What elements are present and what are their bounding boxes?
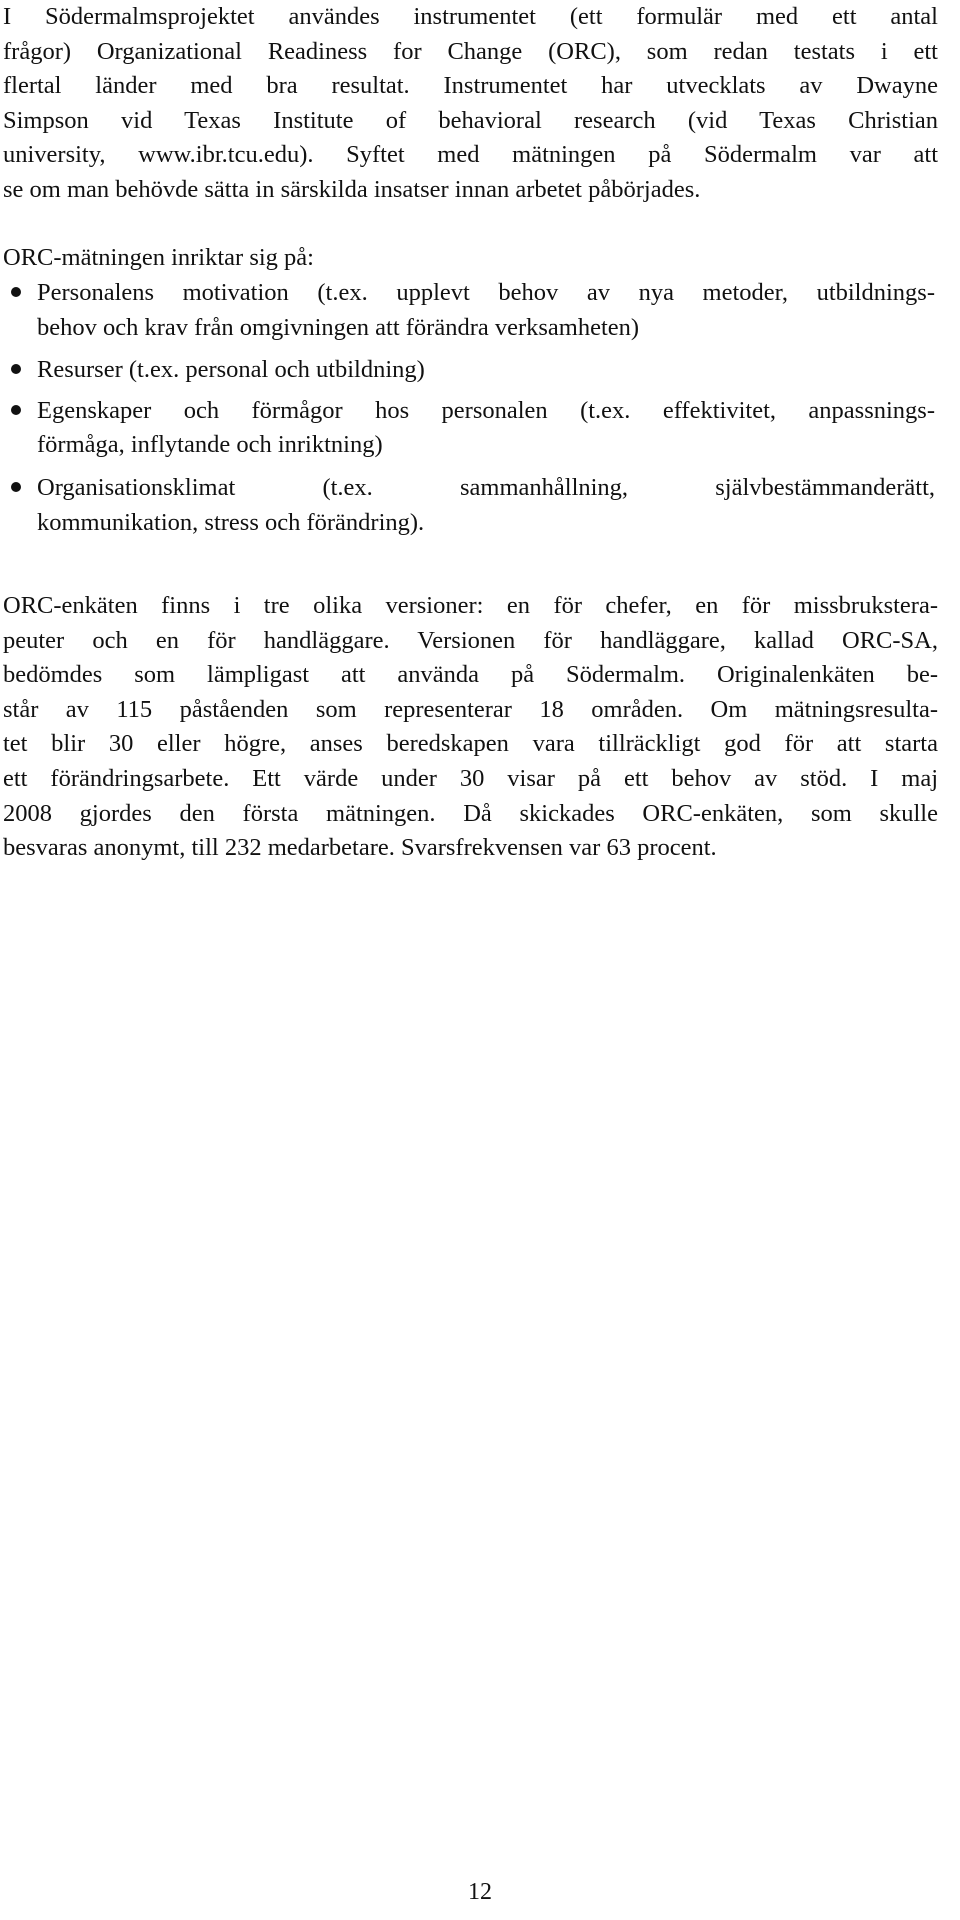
paragraph-line: frågor) Organizational Readiness for Change (ORC), som redan testats i ett [3,37,938,65]
bullet-icon [11,287,21,297]
bullet-icon [11,482,21,492]
bullet-icon [11,405,21,415]
intro-paragraph [3,0,938,208]
paragraph-line: university, www.ibr.tcu.edu). Syftet med mätningen på Södermalm var att [3,141,938,169]
paragraph-line: peuter och en för handläggare. Versionen för handläggare, kallad ORC-SA, [3,626,938,654]
list-item [0,353,935,388]
bullet-list [0,276,940,548]
list-item [0,276,935,345]
paragraph-line: se om man behövde sätta in särskilda insatser innan arbetet påbörjades. [3,175,701,203]
list-item [0,471,935,540]
list-item-line: Organisationsklimat (t.ex. sammanhållning, självbestämmanderätt, [37,473,935,501]
list-item-line: förmåga, inflytande och inriktning) [37,431,383,459]
list-heading [3,241,938,276]
paragraph-line: ORC-enkäten finns i tre olika versioner: en för chefer, en för missbrukstera- [3,592,938,619]
paragraph-line: tet blir 30 eller högre, anses beredskapen vara tillräckligt god för att starta [3,730,938,758]
paragraph-line: besvaras anonymt, till 232 medarbetare. Svarsfrekvensen var 63 procent. [3,834,717,862]
paragraph-line: står av 115 påståenden som representerar 18 områden. Om mätningsresulta- [3,695,938,723]
paragraph-line: flertal länder med bra resultat. Instrumentet har utvecklats av Dwayne [3,72,938,100]
paragraph-line: I Södermalmsprojektet användes instrumentet (ett formulär med ett antal [3,3,938,30]
paragraph-line: ett förändringsarbete. Ett värde under 30 visar på ett behov av stöd. I maj [3,764,938,792]
list-item [0,394,935,463]
list-item-line: kommunikation, stress och förändring). [37,508,425,536]
list-item-line: behov och krav från omgivningen att förändra verksamheten) [37,313,640,341]
paragraph-line: 2008 gjordes den första mätningen. Då skickades ORC-enkäten, som skulle [3,799,938,827]
list-item-line: Egenskaper och förmågor hos personalen (t.ex. effektivitet, anpassnings- [37,396,935,424]
paragraph-line: bedömdes som lämpligast att använda på Södermalm. Originalenkäten be- [3,661,938,689]
bullet-icon [11,364,21,374]
paragraph-line: Simpson vid Texas Institute of behavioral research (vid Texas Christian [3,106,938,134]
list-item-line: Personalens motivation (t.ex. upplevt behov av nya metoder, utbildnings- [37,279,935,306]
orc-versions-paragraph [3,589,938,866]
list-item-line: Resurser (t.ex. personal och utbildning) [37,356,425,384]
list-heading-text: ORC-mätningen inriktar sig på: [3,244,314,271]
page-number: 12 [468,1879,492,1905]
